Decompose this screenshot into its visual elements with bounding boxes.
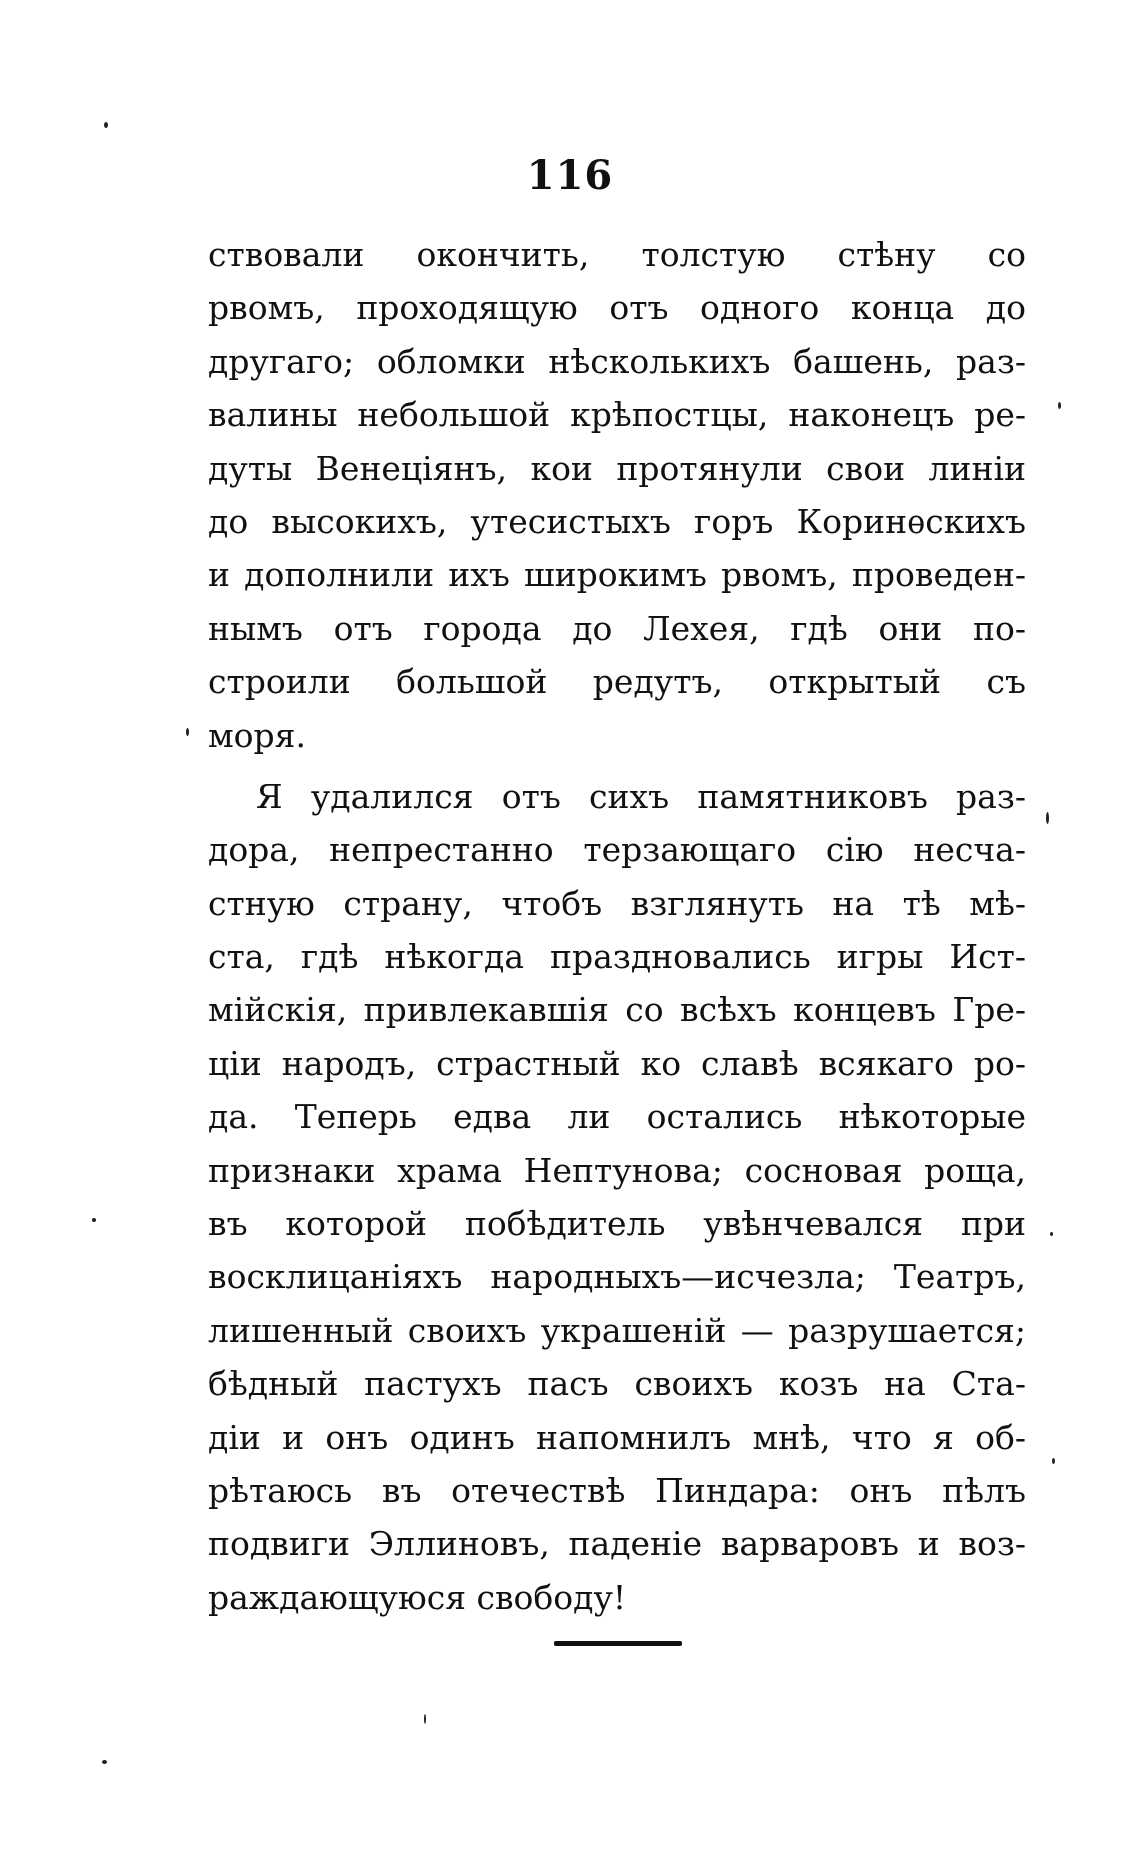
text-line: дора, непрестанно терзающаго сію несча-	[208, 830, 1026, 870]
text-line: ствовали окончить, толстую стѣну со	[208, 235, 1026, 274]
text-line: признаки храма Нептунова; сосновая роща,	[208, 1150, 1026, 1190]
text-line: лишенный своихъ украшеній — разрушается;	[208, 1310, 1026, 1350]
text-line: и дополнили ихъ широкимъ рвомъ, проведен-	[208, 555, 1026, 595]
text-line: раждающуюся свободу!	[208, 1577, 627, 1617]
text-line: восклицаніяхъ народныхъ—исчезла; Театръ,	[208, 1257, 1026, 1297]
speck	[1052, 1458, 1055, 1464]
speck	[92, 1218, 96, 1222]
text-line: да. Теперь едва ли остались нѣкоторые	[208, 1097, 1026, 1137]
text-line: ста, гдѣ нѣкогда праздновались игры Ист-	[208, 937, 1026, 977]
text-line: бѣдный пастухъ пасъ своихъ козъ на Ста-	[208, 1364, 1026, 1404]
text-line: дуты Венеціянъ, кои протянули свои линіи	[208, 448, 1026, 488]
text-line: ціи народъ, страстный ко славѣ всякаго ро-	[208, 1043, 1026, 1083]
end-rule	[554, 1641, 682, 1646]
speck	[1050, 1232, 1053, 1236]
text-line: другаго; обломки нѣсколькихъ башень, раз-	[208, 341, 1026, 381]
page-number: 116	[526, 152, 614, 199]
speck	[104, 122, 108, 128]
text-line: до высокихъ, утесистыхъ горъ Коринѳскихъ	[208, 501, 1026, 541]
paragraph-gap	[208, 762, 1026, 770]
text-line: рвомъ, проходящую отъ одного конца до	[208, 288, 1026, 328]
text-line: подвиги Эллиновъ, паденіе варваровъ и воз-	[208, 1524, 1026, 1564]
speck	[186, 728, 189, 736]
text-line: рѣтаюсь въ отечествѣ Пиндара: онъ пѣлъ	[208, 1470, 1026, 1510]
speck	[1058, 402, 1061, 409]
text-line: Я удалился отъ сихъ памятниковъ раз-	[256, 776, 1026, 816]
body-text	[208, 228, 1026, 1624]
speck	[424, 1714, 426, 1724]
speck	[1046, 812, 1049, 824]
text-line: моря.	[208, 715, 306, 755]
text-line: нымъ отъ города до Лехея, гдѣ они по-	[208, 608, 1026, 648]
text-line: въ которой побѣдитель увѣнчевался при	[208, 1204, 1026, 1244]
text-line: мійскія, привлекавшія со всѣхъ концевъ Гре-	[208, 990, 1026, 1030]
speck	[102, 1760, 107, 1764]
text-line: стную страну, чтобъ взглянуть на тѣ мѣ-	[208, 883, 1026, 923]
text-line: строили большой редутъ, открытый съ	[208, 662, 1026, 702]
text-line: діи и онъ одинъ напомнилъ мнѣ, что я об-	[208, 1417, 1026, 1457]
text-line: валины небольшой крѣпостцы, наконецъ ре-	[208, 395, 1026, 435]
